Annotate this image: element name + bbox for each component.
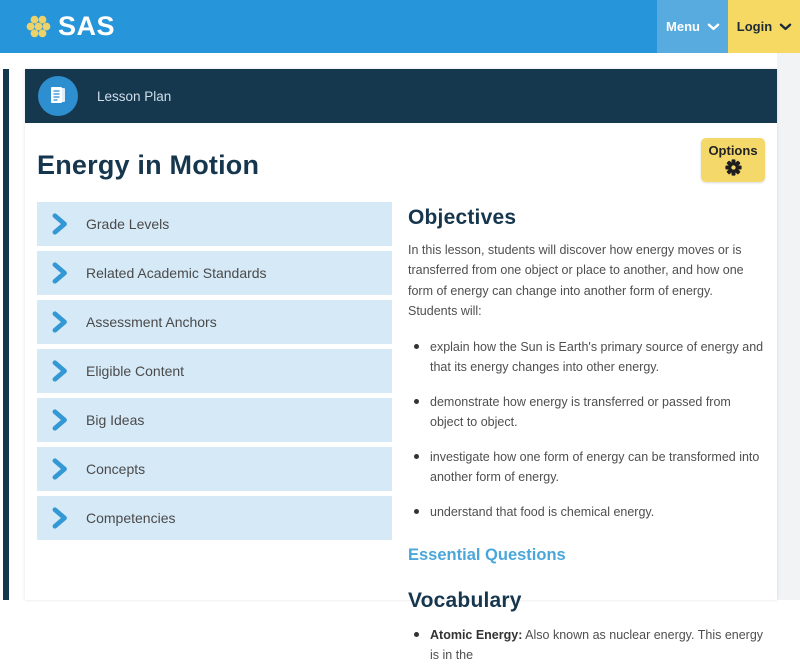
gear-icon: [725, 159, 742, 176]
chevron-right-icon: [50, 360, 69, 382]
sidebar-item-concepts[interactable]: [37, 447, 392, 491]
vocabulary-item: [414, 625, 764, 665]
sas-logo[interactable]: [0, 0, 115, 53]
objective-bullet: explain how the Sun is Earth's primary source of energy and that its energy changes into other energy.: [414, 337, 764, 377]
sidebar-item-grade-levels[interactable]: [37, 202, 392, 246]
sas-flower-icon: [27, 15, 50, 38]
login-button-label: Login: [736, 19, 773, 34]
content-columns: [37, 202, 765, 665]
chevron-right-icon: [50, 409, 69, 431]
lesson-plan-banner: [25, 69, 777, 123]
chevron-down-icon: [708, 23, 719, 31]
vocabulary-term: Atomic Energy:: [430, 628, 523, 642]
options-button[interactable]: [701, 138, 765, 182]
vocabulary-heading: Vocabulary: [408, 589, 522, 612]
menu-button[interactable]: [657, 0, 728, 53]
sidebar-item-label: Assessment Anchors: [86, 314, 217, 330]
chevron-down-icon: [780, 23, 791, 31]
page-right-gutter: [777, 53, 800, 600]
objective-bullet: investigate how one form of energy can be transformed into another form of energy.: [414, 447, 764, 487]
sidebar-item-eligible-content[interactable]: [37, 349, 392, 393]
main-content: [408, 202, 765, 665]
options-button-label: Options: [708, 143, 758, 158]
sidebar-item-big-ideas[interactable]: [37, 398, 392, 442]
objectives-heading: Objectives: [408, 206, 517, 229]
sidebar-item-competencies[interactable]: [37, 496, 392, 540]
sidebar-item-label: Competencies: [86, 510, 176, 526]
sidebar-item-label: Related Academic Standards: [86, 265, 267, 281]
chevron-right-icon: [50, 507, 69, 529]
topbar-spacer: [115, 0, 657, 53]
sidebar-item-label: Grade Levels: [86, 216, 170, 232]
lesson-plan-card: [25, 69, 777, 662]
sidebar-item-assessment-anchors[interactable]: [37, 300, 392, 344]
title-row: [37, 138, 765, 182]
essential-questions-heading[interactable]: Essential Questions: [408, 546, 566, 564]
accordion-sidebar: [37, 202, 392, 665]
page-title: Energy in Motion: [37, 150, 260, 180]
vocabulary-list: [408, 625, 764, 665]
top-header-bar: [0, 0, 800, 53]
brand-text: SAS: [58, 11, 116, 41]
sidebar-item-label: Big Ideas: [86, 412, 145, 428]
objective-bullet: demonstrate how energy is transferred or passed from object to object.: [414, 392, 764, 432]
chevron-right-icon: [50, 262, 69, 284]
login-button[interactable]: [728, 0, 800, 53]
chevron-right-icon: [50, 213, 69, 235]
vocabulary-definition: Also known as nuclear energy. This energy is in the: [430, 628, 764, 662]
objectives-intro: In this lesson, students will discover how energy moves or is transferred from one object or place to another, and how one form of energy can change into another form of energy. Students will:: [408, 243, 744, 318]
card-left-accent-stripe: [3, 69, 9, 600]
objective-bullet: understand that food is chemical energy.: [414, 502, 764, 522]
banner-label: Lesson Plan: [97, 88, 172, 104]
sidebar-item-related-academic-standards[interactable]: [37, 251, 392, 295]
sidebar-item-label: Concepts: [86, 461, 146, 477]
chevron-right-icon: [50, 458, 69, 480]
card-body: [25, 123, 777, 665]
menu-button-label: Menu: [666, 19, 700, 34]
document-icon: [38, 76, 78, 116]
sidebar-item-label: Eligible Content: [86, 363, 185, 379]
chevron-right-icon: [50, 311, 69, 333]
objectives-list: [408, 337, 764, 522]
